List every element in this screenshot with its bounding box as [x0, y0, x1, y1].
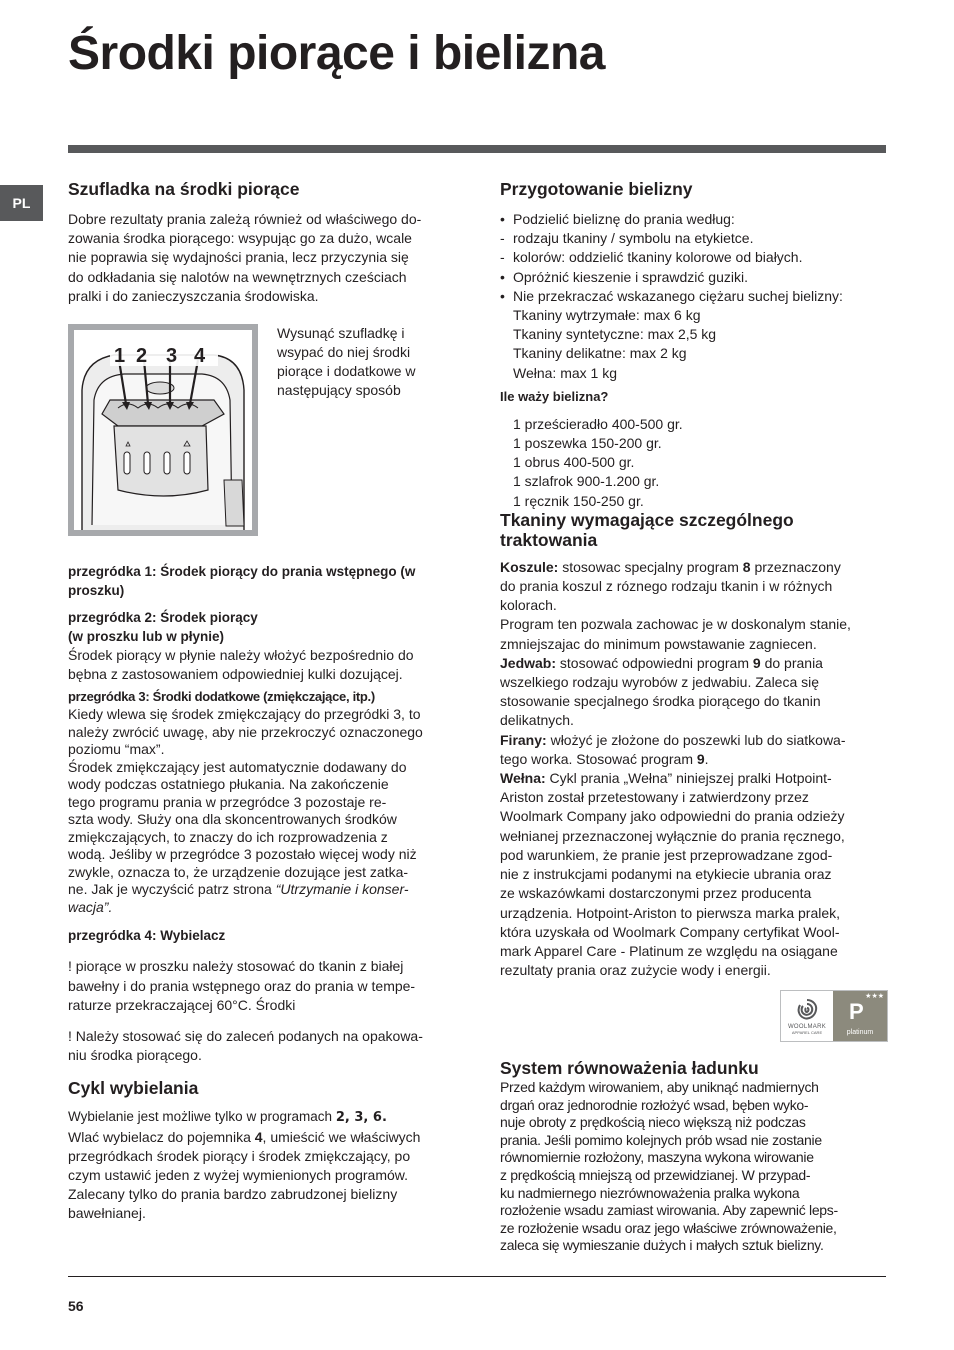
- text-line: szta wody. Służy ona dla skoncentrowanych środków: [68, 811, 397, 828]
- list-item: [500, 268, 888, 287]
- text-line: Program ten pozwala zachowac je w doskonalym stanie,: [500, 616, 851, 633]
- text-line: wszelkiego rodzaju wyrobów z jedwabiu. Zaleca się: [500, 674, 820, 691]
- language-tab: PL: [0, 185, 43, 221]
- text-line: 1 poszewka 150-200 gr.: [513, 435, 662, 452]
- bullet-marker: -: [500, 249, 505, 266]
- bullet-marker: •: [500, 287, 505, 304]
- text-line: Kiedy wlewa się środek zmiękczający do przegródki 3, to: [68, 706, 421, 723]
- text-line: bawełnianej.: [68, 1205, 146, 1222]
- text-line: wsypać do niej środki: [277, 344, 411, 361]
- text-line: nuje obroty z prędkością nieco większą niż podczas: [500, 1114, 806, 1131]
- platinum-stars: ★★★: [865, 993, 884, 1000]
- detergent-intro: [68, 210, 460, 306]
- section-heading-load-balance: System równoważenia ładunku: [500, 1058, 759, 1078]
- section-heading-special-fabrics: [500, 510, 888, 550]
- text-line: Tkaniny delikatne: max 2 kg: [513, 345, 687, 362]
- text-line: wody podczas ostatniego płukania. Na zakończenie: [68, 776, 389, 793]
- text-line: Wysunąć szufladkę i: [277, 325, 405, 342]
- woolmark-platinum-logo: [780, 990, 888, 1042]
- text-fragment: Wlać wybielacz do pojemnika: [68, 1128, 251, 1145]
- text-line: zaleca się wymieszanie dużych i małych sztuk bielizny.: [500, 1237, 824, 1254]
- text-line: Tkaniny syntetyczne: max 2,5 kg: [513, 326, 717, 343]
- text-line: wodą. Jeśliby w przegródce 3 pozostało więcej wody niż: [68, 846, 417, 863]
- text-line: ! piorące w proszku należy stosować do tkanin z białej: [68, 958, 404, 975]
- list-item: [500, 229, 888, 248]
- text-line: delikatnych.: [500, 712, 574, 729]
- heading-line: traktowania: [500, 529, 598, 550]
- text-line: Środek zmiękczający jest automatycznie dodawany do: [68, 758, 407, 775]
- section-heading-detergent-drawer: Szufladka na środki piorące: [68, 179, 300, 199]
- text-line: następujący sposób: [277, 382, 401, 399]
- text-line: [68, 881, 460, 899]
- text-line: Ariston został przetestowany i zatwierdzony przez: [500, 789, 809, 806]
- text-line: 1 ręcznik 150-250 gr.: [513, 492, 644, 509]
- text-line: nie poprawia się wydajności prania, lecz przyczynia się: [68, 249, 409, 266]
- text-line: wełnianej przeznaczonej wyłącznie do prania ręcznego,: [500, 827, 845, 844]
- text-line: zmniejszajac do minimum powstawanie zagniecen.: [500, 635, 817, 652]
- detergent-drawer-illustration: [68, 324, 258, 536]
- text-line: Zalecany tylko do prania bardzo zabrudzonej bielizny: [68, 1186, 398, 1203]
- text-line: [500, 750, 888, 769]
- figure-caption: [277, 324, 442, 536]
- text-line: (w proszku lub w płynie): [68, 629, 225, 645]
- text-line: Dobre rezultaty prania zależą również od właściwego do-: [68, 211, 422, 227]
- list-item-text: Nie przekraczać wskazanego ciężaru suchej bielizny:: [513, 287, 843, 304]
- weigh-heading: Ile waży bielizna?: [500, 388, 609, 404]
- text-line: drgań oraz jednorodnie rozłożyć wsad, bęben wyko-: [500, 1096, 809, 1113]
- text-fragment: .: [704, 750, 709, 767]
- text-line: zwykle, oznacza to, że urządzenie dozujące jest zatka-: [68, 863, 409, 880]
- load-balance-text: [500, 1079, 892, 1255]
- bullet-marker: -: [500, 230, 505, 247]
- list-item: [500, 210, 888, 229]
- list-item: [500, 287, 888, 306]
- text-fragment: tego worka. Stosować program: [500, 750, 697, 767]
- program-number: 8: [742, 558, 751, 575]
- compartment-3-text: [68, 706, 460, 916]
- title-rule: [68, 145, 886, 153]
- text-line: pralki i do zanieczyszczania środowiska.: [68, 287, 319, 304]
- section-heading-bleach-cycle: Cykl wybielania: [68, 1078, 199, 1099]
- drawer-drawing: [74, 330, 252, 530]
- text-line: stosowanie specjalnego środka piorącego do tkanin: [500, 693, 821, 710]
- list-item-text: Opróżnić kieszenie i sprawdzić guziki.: [513, 268, 748, 285]
- text-line: zowania środka piorącego: wsypując go za dużo, wcale: [68, 230, 412, 247]
- text-line: [500, 654, 888, 673]
- text-line: [500, 769, 888, 788]
- text-line: do odkładania się nalotów na wewnętrznych cześciach: [68, 268, 407, 285]
- text-line: niu środka piorącego.: [68, 1047, 202, 1064]
- text-line: Przed każdym wirowaniem, aby uniknąć nadmiernych: [500, 1079, 819, 1095]
- maintenance-reference: wacja”.: [68, 898, 113, 915]
- platinum-badge: [833, 991, 887, 1041]
- text-line: równomiernie rozłożony, maszyna wykona wirowanie: [500, 1149, 814, 1166]
- text-line: do prania koszul z róznego rodzaju tkanin i w różnych: [500, 578, 833, 595]
- text-line: urządzenia. Hotpoint-Ariston to pierwsza marka pralek,: [500, 904, 841, 921]
- text-line: pod warunkiem, że pranie jest przeprowadzane zgod-: [500, 846, 833, 863]
- text-line: zmiękczających, to znaczy do ich rozprowadzenia z: [68, 828, 388, 845]
- compartment-2-text: [68, 646, 460, 684]
- bleach-programs: 2, 3, 6.: [335, 1110, 387, 1126]
- wool-label: Wełna:: [500, 770, 546, 787]
- page-number: 56: [68, 1298, 84, 1314]
- text-line: [68, 899, 460, 917]
- text-line: bawełny i do prania wstępnego oraz do prania w tempe-: [68, 977, 416, 994]
- bullet-marker: •: [500, 211, 505, 227]
- text-line: kolorach.: [500, 597, 557, 614]
- compartment-label-1: 1: [114, 345, 126, 368]
- text-line: Woolmark Company jako odpowiedni do prania odzieży: [500, 808, 845, 825]
- text-line: [68, 1107, 460, 1127]
- bullet-marker: •: [500, 268, 505, 285]
- program-number: 9: [696, 750, 705, 767]
- text-fragment: Cykl prania „Wełna” niniejszej pralki Hotpoint-: [545, 770, 832, 787]
- list-item-text: rodzaju tkaniny / symbolu na etykietce.: [513, 230, 754, 247]
- compartment-number: 4: [254, 1128, 263, 1145]
- text-line: należy zwrócić uwagę, aby nie przekroczyć oznaczonego: [68, 723, 423, 740]
- silk-label: Jedwab:: [500, 654, 557, 671]
- woolmark-logo: [781, 991, 833, 1041]
- compartment-1-title: [68, 562, 460, 600]
- shirts-label: Koszule:: [500, 558, 559, 575]
- text-line: [500, 731, 888, 750]
- text-line: 1 szlafrok 900-1.200 gr.: [513, 473, 660, 490]
- program-number: 9: [752, 654, 761, 671]
- text-line: poziomu “max”.: [68, 741, 165, 758]
- text-line: przegródkach środek piorący i środek zmiękczający, po: [68, 1147, 411, 1164]
- text-line: [500, 558, 888, 577]
- text-line: ku nadmiernego niezrównoważenia pralka wykona: [500, 1184, 800, 1201]
- text-line: 1 prześcieradło 400-500 gr.: [513, 415, 683, 432]
- text-line: z prędkością mniejszą od przewidzianej. W przypad-: [500, 1166, 811, 1183]
- footer-rule: [68, 1276, 886, 1277]
- special-fabrics-text: [500, 558, 888, 980]
- text-line: Wełna: max 1 kg: [513, 364, 618, 381]
- note-powder: [68, 957, 460, 1015]
- compartment-4-title: przegródka 4: Wybielacz: [68, 928, 226, 944]
- platinum-text: platinum: [846, 1029, 874, 1036]
- text-line: Tkaniny wytrzymałe: max 6 kg: [513, 307, 701, 324]
- compartment-label-3: 3: [166, 345, 178, 368]
- text-line: ze rozłożenie wsadu oraz jego właściwe zrównoważenie,: [500, 1219, 837, 1236]
- text-line: ze wskazówkami dostarczonymi przez producenta: [500, 885, 812, 902]
- list-item-text: Podzielić bieliznę do prania według:: [513, 211, 735, 227]
- compartment-2-title: [68, 608, 460, 646]
- item-weights: [500, 415, 888, 511]
- text-line: Środek piorący w płynie należy włożyć bezpośrednio do: [68, 647, 414, 664]
- text-fragment: przeznaczony: [750, 558, 841, 575]
- text-line: tego programu prania w przegródce 3 pozostaje re-: [68, 793, 387, 810]
- maintenance-reference: “Utrzymanie i konser-: [275, 881, 409, 898]
- text-fragment: ne. Jak je wyczyścić patrz strona: [68, 881, 272, 898]
- text-line: mark Apparel Care - Platinum ze względu na osiągane: [500, 942, 838, 959]
- text-line: prania. Jeśli pomimo kolejnych prób wsad nie zostanie: [500, 1131, 822, 1148]
- woolmark-subtext: APPAREL CARE: [791, 1029, 823, 1035]
- text-line: nie z instrukcjami podanymi na etykiecie ubrania oraz: [500, 866, 832, 883]
- text-line: raturze przekraczającej 60°C. Środki: [68, 996, 296, 1013]
- drawer-figure-row: [68, 324, 460, 536]
- text-fragment: stosować odpowiedni program: [556, 654, 753, 671]
- text-line: proszku): [68, 583, 125, 599]
- curtains-label: Firany:: [500, 731, 547, 748]
- text-line: 1 obrus 400-500 gr.: [513, 454, 635, 471]
- text-line: przegródka 2: Środek piorący: [68, 610, 258, 626]
- text-fragment: Wybielanie jest możliwe tylko w programach: [68, 1109, 332, 1125]
- text-line: rozłożenie wsadu zamiast wirowania. Aby zapewnić leps-: [500, 1202, 838, 1219]
- text-line: [68, 1128, 460, 1147]
- list-item: [500, 248, 888, 267]
- text-line: piorące i dodatkowe w: [277, 363, 416, 380]
- woolmark-icon: [795, 998, 819, 1022]
- text-line: bębna z zastosowaniem odpowiedniej kulki dozującej.: [68, 666, 403, 683]
- text-line: przegródka 1: Środek piorący do prania wstępnego (w: [68, 564, 416, 580]
- compartment-label-4: 4: [194, 345, 206, 368]
- woolmark-text: WOOLMARK: [787, 1023, 827, 1030]
- platinum-p-mark: P: [849, 999, 864, 1024]
- text-line: czym ustawić jeden z wyżej wymienionych programów.: [68, 1167, 409, 1184]
- heading-line: Tkaniny wymagające szczególnego: [500, 509, 794, 530]
- preparation-list: [500, 210, 888, 306]
- text-fragment: , umieścić we właściwych: [262, 1128, 421, 1145]
- bleach-text: [68, 1107, 460, 1223]
- page-title: Środki piorące i bielizna: [68, 27, 605, 80]
- compartment-3-title: przegródka 3: Środki dodatkowe (zmiękczające, itp.): [68, 689, 375, 705]
- text-fragment: do prania: [760, 654, 823, 671]
- text-line: która uzyskała od Woolmark Company certyfikat Wool-: [500, 923, 840, 940]
- text-line: ! Należy stosować się do zaleceń podanych na opakowa-: [68, 1028, 423, 1045]
- weight-limits: [500, 306, 888, 383]
- right-column: [500, 178, 888, 1254]
- note-packaging: [68, 1027, 460, 1065]
- left-column: [68, 178, 460, 1224]
- text-fragment: stosowac specjalny program: [558, 558, 743, 575]
- text-line: rezultaty prania oraz zużycie wody i energii.: [500, 962, 771, 979]
- list-item-text: kolorów: oddzielić tkaniny kolorowe od białych.: [513, 249, 803, 266]
- compartment-label-2: 2: [136, 345, 148, 368]
- text-fragment: włożyć je złożone do poszewki lub do siatkowa-: [546, 731, 846, 748]
- section-heading-laundry-preparation: Przygotowanie bielizny: [500, 179, 693, 199]
